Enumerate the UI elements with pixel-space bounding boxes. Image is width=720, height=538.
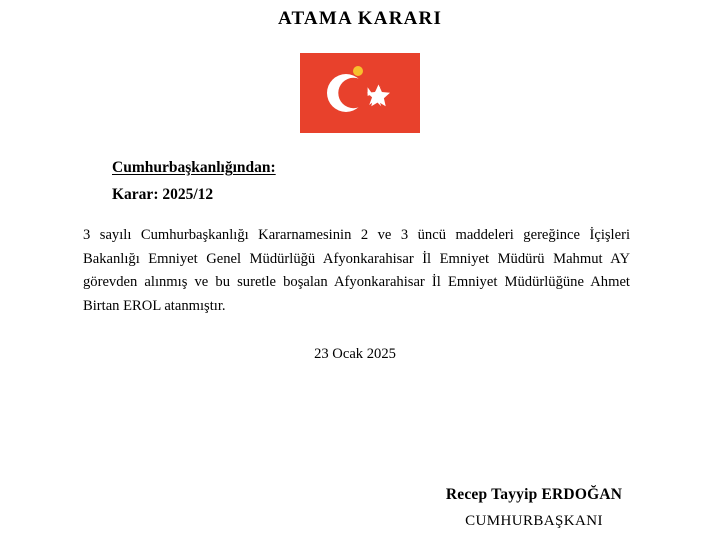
decision-number: Karar: 2025/12 <box>112 186 214 203</box>
document-body <box>54 159 666 363</box>
page-title: ATAMA KARARI <box>277 8 443 29</box>
emblem-container <box>0 53 720 133</box>
turkish-flag-icon <box>300 53 420 133</box>
signature-block <box>404 486 664 530</box>
issuing-authority: Cumhurbaşkanlığından: <box>112 159 276 176</box>
decision-text: 3 sayılı Cumhurbaşkanlığı Kararnamesinin 2 ve 3 üncü maddeleri gereğince İçişleri Bakanlığı Emniyet Genel Müdürlüğü Afyonkarahisar İl Emniyet Müdürü Mahmut AY görevden alınmış ve bu suretle boşalan Afyonkarahisar İl Emniyet Müdürlüğüne Ahmet Birtan EROL atanmıştır. <box>83 227 630 314</box>
decision-date: 23 Ocak 2025 <box>314 345 396 362</box>
signatory-title: CUMHURBAŞKANI <box>465 513 603 529</box>
signatory-name: Recep Tayyip ERDOĞAN <box>445 486 623 503</box>
document-page <box>0 8 720 538</box>
